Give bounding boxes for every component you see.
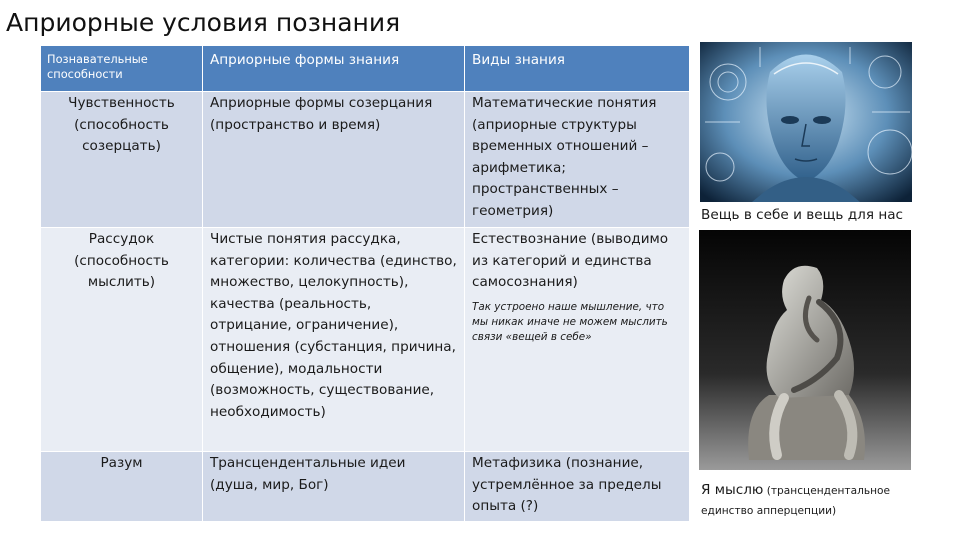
- cell-kinds: Метафизика (познание, устремлённое за пределы опыта (?): [465, 452, 690, 522]
- cell-forms: Трансцендентальные идеи (душа, мир, Бог): [203, 452, 465, 522]
- thinker-caption: [701, 480, 931, 520]
- cell-note: Так устроено наше мышление, что мы никак иначе не можем мыслить связи «вещей в себе»: [472, 300, 668, 343]
- header-forms: Априорные формы знания: [203, 46, 465, 92]
- cell-forms: Чистые понятия рассудка, категории: количества (единство, множество, целокупность), качества (реальность, отрицание, ограничение), отношения (субстанция, причина, общение), модальности (возможность, существование, необходимость): [203, 228, 465, 452]
- cell-ability: Рассудок (способность мыслить): [41, 228, 203, 452]
- header-abilities: Познавательные способности: [41, 46, 203, 92]
- slide-title: Априорные условия познания: [6, 8, 401, 37]
- cell-kinds: Естествознание (выводимо из категорий и единства самосознания) Так устроено наше мышление, что мы никак иначе не можем мыслить связи «вещей в себе»: [465, 228, 690, 452]
- thinker-caption-sub: (трансцендентальное единство апперцепции): [701, 485, 891, 517]
- cell-kinds: Математические понятия (априорные структуры временных отношений – арифметика; пространственных – геометрия): [465, 92, 690, 228]
- cell-ability: Чувственность (способность созерцать): [41, 92, 203, 228]
- cell-forms: Априорные формы созерцания (пространство и время): [203, 92, 465, 228]
- apriori-table: [40, 45, 690, 522]
- header-kinds: Виды знания: [465, 46, 690, 92]
- head-caption: Вещь в себе и вещь для нас: [701, 207, 904, 223]
- table-row: [41, 92, 690, 228]
- cyber-head-image: [700, 42, 912, 202]
- thinker-statue-image: [699, 230, 911, 470]
- cell-ability: Разум: [41, 452, 203, 522]
- table-row: [41, 452, 690, 522]
- table-row: [41, 228, 690, 452]
- table-header-row: [41, 46, 690, 92]
- thinker-caption-main: Я мыслю: [701, 482, 764, 498]
